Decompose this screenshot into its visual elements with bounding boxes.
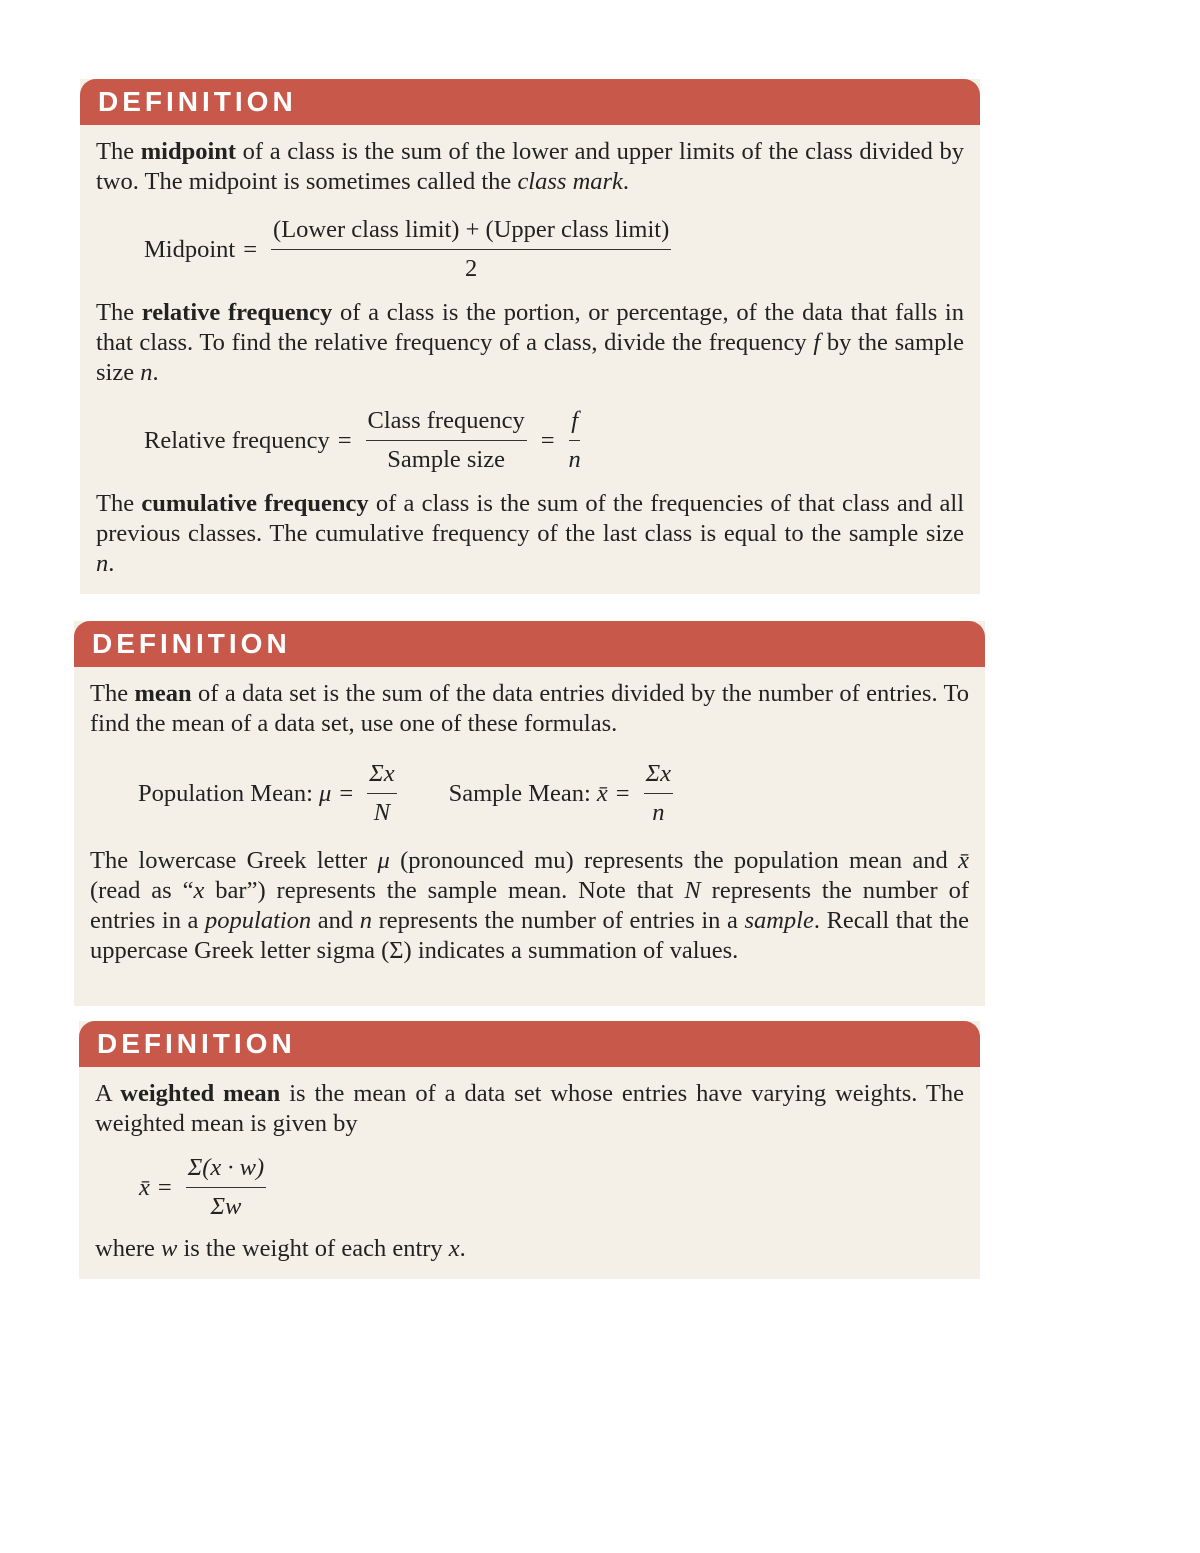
fraction [186, 1153, 266, 1222]
variable-n: n [96, 550, 109, 577]
definition-box-mean [74, 621, 985, 1006]
definition-header [74, 621, 985, 667]
fraction-numerator: Σ(x · w) [186, 1153, 266, 1188]
text-run: The [90, 680, 135, 707]
text-run: . [459, 1235, 466, 1262]
term-sample: sample [744, 907, 814, 934]
variable-n: n [359, 907, 372, 934]
formula-label: Sample Mean: [448, 779, 597, 807]
formula-label: Relative frequency [144, 426, 330, 454]
text-run: The [96, 299, 142, 326]
equals-sign: = [615, 779, 630, 807]
equals-sign: = [540, 426, 555, 454]
text-run: is the mean of a data set whose entries have varying weights. The weighted mean is given by [95, 1080, 964, 1137]
variable-x: x [193, 877, 205, 904]
mean-notation-text [90, 846, 969, 966]
fraction-denominator: n [652, 799, 665, 826]
fraction [569, 406, 581, 475]
fraction-denominator: Σw [210, 1193, 242, 1220]
relative-frequency-formula [96, 406, 964, 475]
text-run: (read as “ [90, 877, 194, 904]
variable-f: f [813, 329, 821, 356]
fraction-numerator: Class frequency [366, 406, 527, 441]
term-relative-frequency: relative frequency [141, 299, 333, 326]
text-run: bar”) represents the sample mean. Note that [204, 877, 685, 904]
term-cumulative-frequency: cumulative frequency [141, 490, 369, 517]
definition-box-weighted-mean [79, 1021, 980, 1279]
definition-header-label: DEFINITION [98, 86, 297, 117]
text-run: The [96, 490, 142, 517]
variable-N: N [684, 877, 701, 904]
midpoint-formula [96, 215, 964, 284]
symbol-x-bar: x̄ [958, 847, 969, 874]
relative-frequency-definition-text [96, 298, 964, 388]
symbol-x-bar: x̄ [139, 1173, 150, 1201]
symbol-x-bar: x̄ [596, 779, 608, 807]
definition-header-label: DEFINITION [97, 1028, 296, 1059]
text-run: of a class is the portion, or percentage, of the data that falls in that class. To find the relative frequency of a class, divide the frequency [96, 299, 964, 356]
text-run: . [152, 359, 159, 386]
text-run: of a class is the sum of the lower and upper limits of the class divided by two. The midpoint is sometimes called the [96, 138, 964, 195]
fraction-numerator: Σx [367, 759, 396, 794]
fraction-numerator: f [569, 406, 580, 441]
variable-w: w [160, 1235, 178, 1262]
text-run: where [95, 1235, 161, 1262]
term-mean: mean [134, 680, 192, 707]
text-run: of a data set is the sum of the data entries divided by the number of entries. To find the mean of a data set, use one of these formulas. [90, 680, 970, 737]
fraction [271, 215, 671, 284]
weighted-mean-note [95, 1234, 964, 1264]
fraction [367, 759, 396, 828]
midpoint-definition-text [96, 137, 964, 197]
definition-header [80, 79, 980, 125]
weighted-mean-formula [95, 1153, 964, 1222]
symbol-mu: μ [377, 847, 390, 874]
text-run: (pronounced mu) represents the population mean and [389, 847, 959, 874]
definition-header-label: DEFINITION [92, 628, 291, 659]
term-population: population [205, 907, 312, 934]
mean-formulas [90, 759, 969, 828]
text-run: . Recall that the uppercase Greek letter sigma (Σ) indicates a summation of values. [90, 907, 970, 964]
term-class-mark: class mark [517, 168, 623, 195]
equals-sign: = [337, 426, 352, 454]
fraction [366, 406, 527, 475]
fraction-denominator: n [568, 446, 581, 473]
text-run: by the sample size [96, 329, 965, 386]
fraction-numerator: (Lower class limit) + (Upper class limit) [271, 215, 671, 250]
term-weighted-mean: weighted mean [120, 1080, 281, 1107]
variable-x: x [448, 1235, 460, 1262]
cumulative-frequency-definition-text [96, 489, 964, 579]
text-run: of a class is the sum of the frequencies of that class and all previous classes. The cumulative frequency of the last class is equal to the sample size [96, 490, 964, 547]
variable-n: n [140, 359, 153, 386]
definition-box-midpoint [80, 79, 980, 594]
text-run: The [96, 138, 141, 165]
fraction-numerator: Σx [644, 759, 673, 794]
text-run: is the weight of each entry [177, 1235, 449, 1262]
text-run: and [311, 907, 360, 934]
text-run: A [95, 1080, 121, 1107]
text-run: represents the number of entries in a [372, 907, 745, 934]
term-midpoint: midpoint [140, 138, 237, 165]
equals-sign: = [243, 235, 258, 263]
text-run: . [622, 168, 630, 195]
text-run: . [108, 550, 115, 577]
text-run: The lowercase Greek letter [90, 847, 378, 874]
fraction-denominator: N [373, 799, 391, 826]
formula-label: Midpoint [144, 235, 236, 263]
symbol-mu: μ [319, 779, 332, 807]
text-run: represents the number of entries in a [90, 877, 969, 934]
formula-label: Population Mean: [138, 779, 320, 807]
fraction-denominator: Sample size [387, 446, 505, 473]
equals-sign: = [157, 1173, 172, 1201]
definition-header [79, 1021, 980, 1067]
equals-sign: = [339, 779, 354, 807]
fraction [644, 759, 673, 828]
fraction-denominator: 2 [465, 255, 478, 282]
mean-definition-text [90, 679, 969, 739]
weighted-mean-definition-text [95, 1079, 964, 1139]
